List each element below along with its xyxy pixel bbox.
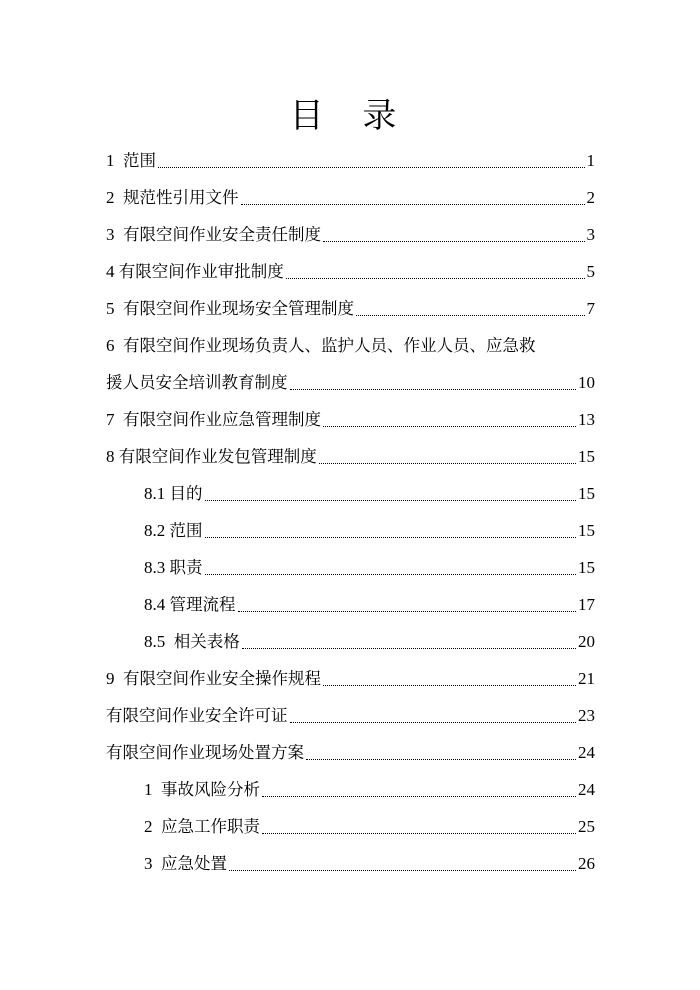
entry-label: 有限空间作业安全责任制度 [123,225,321,244]
entry-label: 应急处置 [161,854,227,873]
entry-number: 5 [106,299,123,318]
entry-page: 13 [578,410,595,429]
entry-number: 8.3 [144,558,170,577]
entry-label: 范围 [123,151,156,170]
dot-leader [323,241,585,242]
entry-label: 有限空间作业安全许可证 [106,706,288,725]
entry-page: 15 [578,521,595,540]
entry-page: 24 [578,743,595,762]
entry-page: 25 [578,817,595,836]
toc-entry[interactable] [106,404,595,432]
entry-page: 26 [578,854,595,873]
dot-leader [356,315,585,316]
entry-label: 规范性引用文件 [123,188,239,207]
toc-subentry[interactable] [144,552,595,580]
toc-subentry[interactable] [144,478,595,506]
toc-subentry[interactable] [144,515,595,543]
page-title: 目 录 [289,96,411,136]
toc-entry[interactable] [106,293,595,321]
toc-subentry[interactable] [144,774,595,802]
entry-number: 1 [144,780,161,799]
toc-entry[interactable] [106,219,595,247]
entry-number: 8 [106,447,119,466]
entry-number: 3 [106,225,123,244]
entry-page: 3 [586,225,595,244]
entry-page: 24 [578,780,595,799]
entry-page: 20 [578,632,595,651]
entry-page: 10 [578,373,595,392]
entry-number: 8.4 [144,595,170,614]
toc-entry[interactable] [106,663,595,691]
dot-leader [262,796,576,797]
entry-page: 15 [578,447,595,466]
dot-leader [286,278,585,279]
dot-leader [319,463,576,464]
entry-label: 目的 [169,484,203,503]
toc-entry[interactable] [106,330,595,358]
entry-number: 2 [106,188,123,207]
entry-label: 范围 [169,521,203,540]
entry-page: 21 [578,669,595,688]
dot-leader [242,648,576,649]
entry-label: 有限空间作业审批制度 [118,262,284,281]
toc-subentry[interactable] [144,811,595,839]
entry-label: 有限空间作业现场安全管理制度 [123,299,354,318]
dot-leader [205,537,577,538]
toc-entry[interactable] [106,256,595,284]
entry-label: 管理流程 [169,595,236,614]
entry-number: 9 [106,669,123,688]
entry-number: 3 [144,854,161,873]
dot-leader [323,685,576,686]
entry-number: 8.1 [144,484,170,503]
entry-page: 2 [586,188,595,207]
dot-leader [229,870,576,871]
toc-subentry[interactable] [144,626,595,654]
toc-entry-continuation[interactable] [106,367,595,395]
entry-number: 7 [106,410,123,429]
toc-entry[interactable] [106,700,595,728]
dot-leader [241,204,585,205]
toc-entry[interactable] [106,441,595,469]
entry-label: 有限空间作业发包管理制度 [118,447,317,466]
entry-number: 1 [106,151,123,170]
entry-page: 17 [578,595,595,614]
entry-page: 15 [578,558,595,577]
entry-label: 应急工作职责 [161,817,260,836]
dot-leader [238,611,577,612]
toc-subentry[interactable] [144,589,595,617]
entry-label: 有限空间作业安全操作规程 [123,669,321,688]
dot-leader [290,389,577,390]
entry-number: 2 [144,817,161,836]
toc-entry[interactable] [106,182,595,210]
entry-number: 6 [106,336,123,355]
dot-leader [205,574,577,575]
entry-page: 15 [578,484,595,503]
entry-label: 有限空间作业现场处置方案 [106,743,304,762]
entry-number: 4 [106,262,119,281]
dot-leader [323,426,576,427]
dot-leader [290,722,577,723]
entry-page: 7 [586,299,595,318]
entry-number: 8.5 [144,632,174,651]
entry-label: 事故风险分析 [161,780,260,799]
dot-leader [306,759,576,760]
toc-subentry[interactable] [144,848,595,876]
entry-page: 23 [578,706,595,725]
entry-label: 相关表格 [173,632,240,651]
entry-label: 有限空间作业应急管理制度 [123,410,321,429]
dot-leader [262,833,576,834]
entry-label: 职责 [169,558,203,577]
dot-leader [205,500,577,501]
entry-label: 有限空间作业现场负责人、监护人员、作业人员、应急救 [123,336,536,355]
dot-leader [158,167,585,168]
toc-entry[interactable] [106,145,595,173]
entry-page: 5 [586,262,595,281]
toc-entry[interactable] [106,737,595,765]
entry-number: 8.2 [144,521,170,540]
entry-page: 1 [586,151,595,170]
entry-label-continued: 援人员安全培训教育制度 [106,373,288,392]
